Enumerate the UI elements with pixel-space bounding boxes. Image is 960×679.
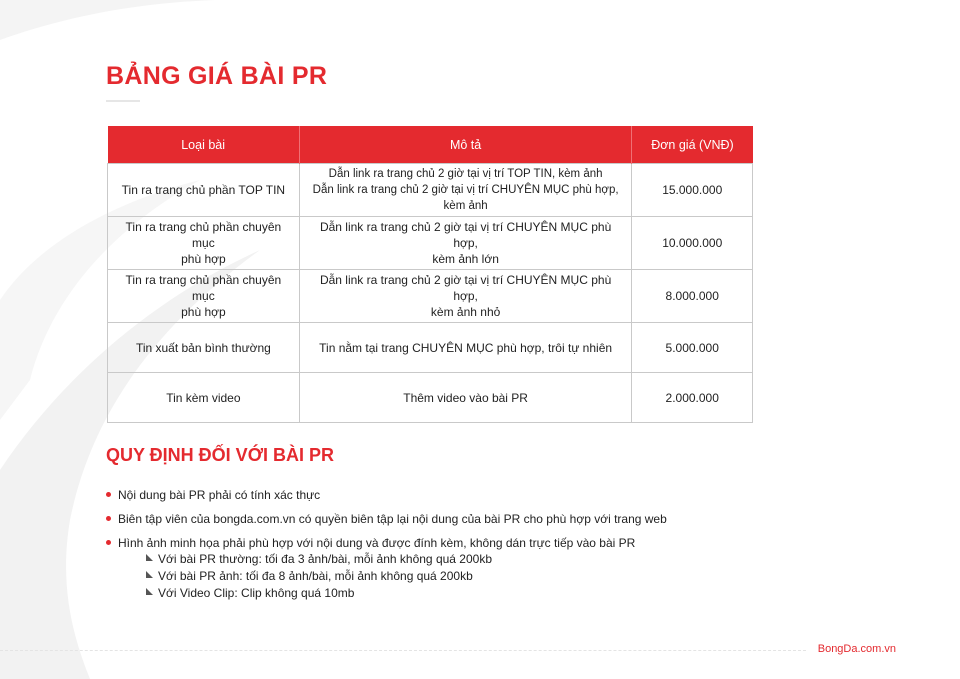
- type-line: Tin ra trang chủ phần chuyên mục: [125, 220, 282, 250]
- bullet-icon: [106, 516, 111, 521]
- list-item: [146, 551, 492, 568]
- cell-description: [299, 323, 632, 373]
- subrule-text: Với Video Clip: Clip không quá 10mb: [158, 586, 355, 600]
- subrules-list: [146, 551, 492, 602]
- rules-list: [106, 485, 667, 557]
- type-text: Tin ra trang chủ phần TOP TIN: [121, 183, 286, 197]
- title-divider: [106, 100, 140, 102]
- type-line: phù hợp: [181, 305, 226, 319]
- cell-type: [108, 323, 300, 373]
- cell-description: [299, 217, 632, 270]
- table-row: [108, 217, 753, 270]
- bullet-icon: [106, 492, 111, 497]
- arrow-bullet-icon: [146, 554, 153, 561]
- price-text: 10.000.000: [662, 236, 723, 250]
- cell-price: [632, 164, 753, 217]
- price-table: [107, 126, 753, 423]
- page-title: BẢNG GIÁ BÀI PR: [106, 62, 328, 90]
- subrule-text: Với bài PR ảnh: tối đa 8 ảnh/bài, mỗi ảnh không quá 200kb: [158, 569, 473, 583]
- desc-line: kèm ảnh lớn: [432, 252, 499, 266]
- table-row: [108, 323, 753, 373]
- type-text: Tin kèm video: [166, 390, 241, 405]
- arrow-bullet-icon: [146, 571, 153, 578]
- rules-title: QUY ĐỊNH ĐỐI VỚI BÀI PR: [106, 445, 335, 465]
- rule-text: Hình ảnh minh họa phải phù hợp với nội dung và được đính kèm, không dán trực tiếp vào bài PR: [118, 536, 636, 550]
- table-header-row: [108, 126, 753, 164]
- cell-description: [299, 164, 632, 217]
- desc-line: Dẫn link ra trang chủ 2 giờ tại vị trí TOP TIN, kèm ảnh: [328, 168, 603, 180]
- subrule-text: Với bài PR thường: tối đa 3 ảnh/bài, mỗi ảnh không quá 200kb: [158, 552, 492, 566]
- header-price: Đơn giá (VNĐ): [632, 126, 753, 164]
- brand-footer: BongDa.com.vn: [817, 643, 896, 655]
- desc-line: Dẫn link ra trang chủ 2 giờ tại vị trí CHUYÊN MỤC phù hợp,: [319, 273, 612, 303]
- table-row: [108, 270, 753, 323]
- list-item: [146, 568, 492, 585]
- cell-type: [108, 373, 300, 423]
- cell-price: [632, 373, 753, 423]
- cell-description: [299, 270, 632, 323]
- desc-line: Dẫn link ra trang chủ 2 giờ tại vị trí CHUYÊN MỤC phù hợp,: [319, 220, 612, 250]
- cell-type: [108, 270, 300, 323]
- list-item: [106, 509, 667, 533]
- type-text: Tin xuất bản bình thường: [135, 340, 271, 355]
- list-item: [146, 585, 492, 602]
- price-text: 8.000.000: [665, 289, 719, 303]
- desc-line: kèm ảnh nhỏ: [430, 305, 501, 319]
- footer-divider: [0, 650, 806, 651]
- table-row: [108, 164, 753, 217]
- header-type: Loại bài: [108, 126, 300, 164]
- type-line: phù hợp: [181, 252, 226, 266]
- price-text: 5.000.000: [665, 340, 719, 355]
- cell-price: [632, 217, 753, 270]
- cell-price: [632, 270, 753, 323]
- desc-line: Dẫn link ra trang chủ 2 giờ tại vị trí CHUYÊN MỤC phù hợp, kèm ảnh: [312, 184, 619, 212]
- desc-text: Tin nằm tại trang CHUYÊN MỤC phù hợp, trôi tự nhiên: [319, 340, 613, 355]
- cell-type: [108, 164, 300, 217]
- price-text: 15.000.000: [662, 183, 723, 197]
- arrow-bullet-icon: [146, 588, 153, 595]
- type-line: Tin ra trang chủ phần chuyên mục: [125, 273, 282, 303]
- table-row: [108, 373, 753, 423]
- price-text: 2.000.000: [665, 390, 719, 405]
- cell-description: [299, 373, 632, 423]
- header-description: Mô tả: [299, 126, 632, 164]
- cell-price: [632, 323, 753, 373]
- rule-text: Biên tập viên của bongda.com.vn có quyền biên tập lại nội dung của bài PR cho phù hợp với trang web: [118, 512, 667, 526]
- bullet-icon: [106, 540, 111, 545]
- cell-type: [108, 217, 300, 270]
- rule-text: Nội dung bài PR phải có tính xác thực: [118, 488, 321, 502]
- list-item: [106, 485, 667, 509]
- desc-text: Thêm video vào bài PR: [403, 390, 528, 405]
